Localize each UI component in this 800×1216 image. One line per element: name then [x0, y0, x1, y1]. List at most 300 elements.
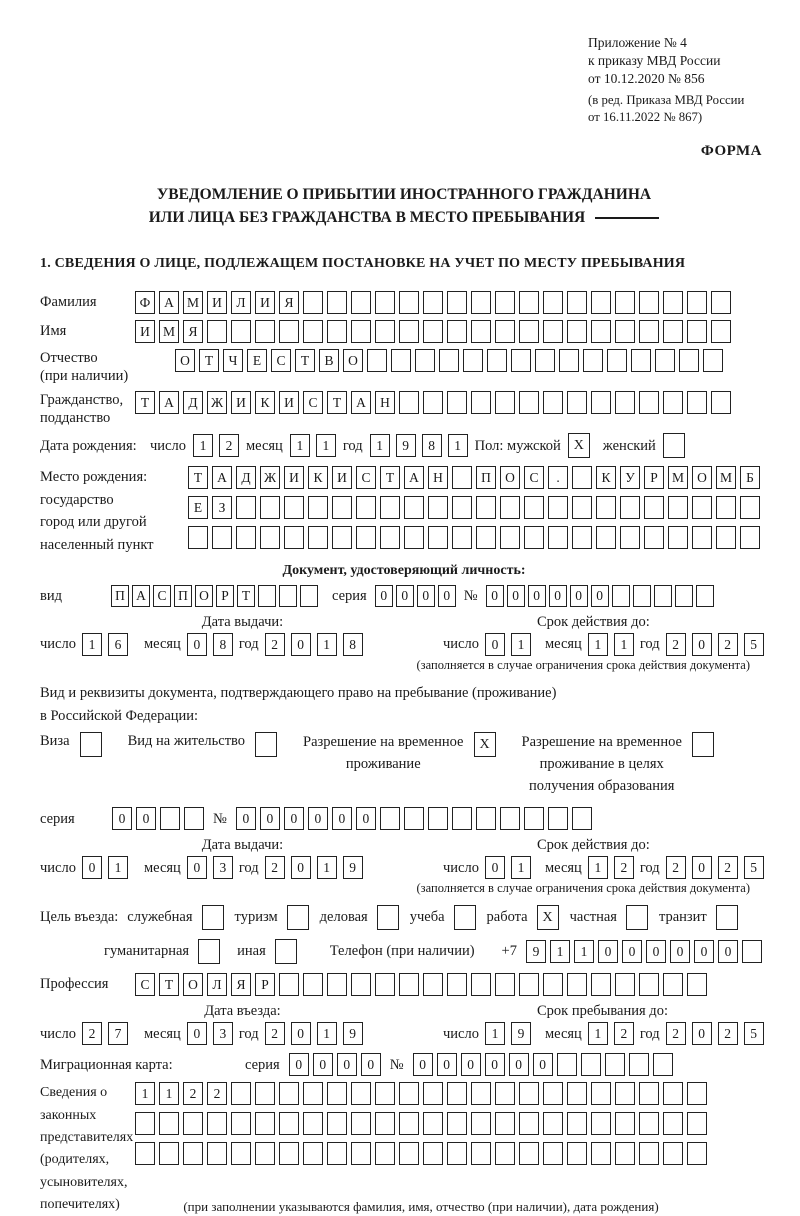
char-box[interactable]: И [284, 466, 304, 489]
char-box[interactable]: Е [188, 496, 208, 519]
char-box[interactable] [543, 320, 563, 343]
char-box[interactable] [524, 807, 544, 830]
char-box[interactable] [447, 1112, 467, 1135]
char-box[interactable] [399, 1142, 419, 1165]
char-box[interactable] [327, 320, 347, 343]
char-box[interactable] [519, 973, 539, 996]
char-box[interactable] [231, 320, 251, 343]
char-box[interactable] [428, 807, 448, 830]
checkbox-purpose-tourism[interactable] [287, 905, 309, 930]
char-box[interactable] [605, 1053, 625, 1076]
char-box[interactable]: 0 [291, 856, 311, 879]
char-box[interactable] [399, 973, 419, 996]
char-box[interactable] [463, 349, 483, 372]
char-box[interactable]: Н [428, 466, 448, 489]
char-box[interactable] [615, 973, 635, 996]
char-box[interactable]: 2 [718, 856, 738, 879]
char-box[interactable] [687, 391, 707, 414]
char-box[interactable] [679, 349, 699, 372]
char-box[interactable] [543, 1082, 563, 1105]
char-box[interactable] [327, 973, 347, 996]
char-box[interactable] [596, 496, 616, 519]
char-box[interactable]: 1 [588, 1022, 608, 1045]
char-box[interactable] [391, 349, 411, 372]
char-box[interactable]: 0 [591, 585, 609, 607]
char-box[interactable]: 0 [284, 807, 304, 830]
char-box[interactable] [380, 496, 400, 519]
char-box[interactable]: 7 [108, 1022, 128, 1045]
char-box[interactable]: 9 [343, 856, 363, 879]
char-box[interactable] [471, 973, 491, 996]
char-box[interactable]: Д [236, 466, 256, 489]
char-box[interactable]: Я [279, 291, 299, 314]
char-box[interactable] [399, 1082, 419, 1105]
char-box[interactable] [615, 1082, 635, 1105]
checkbox-temp-residence[interactable]: X [474, 732, 496, 757]
char-box[interactable] [231, 1112, 251, 1135]
char-box[interactable] [596, 526, 616, 549]
char-box[interactable] [399, 320, 419, 343]
char-box[interactable]: Я [231, 973, 251, 996]
char-box[interactable]: Ч [223, 349, 243, 372]
char-box[interactable] [591, 1142, 611, 1165]
char-box[interactable] [495, 320, 515, 343]
char-box[interactable] [476, 526, 496, 549]
char-box[interactable] [716, 526, 736, 549]
char-box[interactable] [404, 807, 424, 830]
char-box[interactable] [423, 1112, 443, 1135]
char-box[interactable]: 2 [614, 1022, 634, 1045]
char-box[interactable]: . [548, 466, 568, 489]
char-box[interactable]: Т [237, 585, 255, 607]
char-box[interactable]: М [159, 320, 179, 343]
char-box[interactable] [303, 1112, 323, 1135]
char-box[interactable]: 2 [82, 1022, 102, 1045]
char-box[interactable] [212, 526, 232, 549]
char-box[interactable]: И [255, 291, 275, 314]
char-box[interactable] [696, 585, 714, 607]
char-box[interactable] [236, 496, 256, 519]
char-box[interactable] [607, 349, 627, 372]
char-box[interactable]: 0 [337, 1053, 357, 1076]
char-box[interactable] [423, 973, 443, 996]
checkbox-purpose-private[interactable] [626, 905, 648, 930]
char-box[interactable]: 0 [417, 585, 435, 607]
char-box[interactable] [653, 1053, 673, 1076]
char-box[interactable]: 0 [646, 940, 666, 963]
char-box[interactable]: З [212, 496, 232, 519]
char-box[interactable] [367, 349, 387, 372]
char-box[interactable] [591, 973, 611, 996]
char-box[interactable]: А [159, 291, 179, 314]
char-box[interactable]: П [476, 466, 496, 489]
char-box[interactable]: Р [255, 973, 275, 996]
char-box[interactable] [471, 1142, 491, 1165]
char-box[interactable]: 2 [219, 434, 239, 457]
char-box[interactable]: О [183, 973, 203, 996]
char-box[interactable]: 2 [614, 856, 634, 879]
char-box[interactable]: Ф [135, 291, 155, 314]
char-box[interactable]: 2 [718, 633, 738, 656]
char-box[interactable] [183, 1142, 203, 1165]
char-box[interactable]: 1 [574, 940, 594, 963]
char-box[interactable]: Ж [207, 391, 227, 414]
char-box[interactable]: 1 [193, 434, 213, 457]
char-box[interactable] [581, 1053, 601, 1076]
char-box[interactable] [543, 291, 563, 314]
char-box[interactable]: 0 [308, 807, 328, 830]
char-box[interactable] [439, 349, 459, 372]
char-box[interactable]: 1 [511, 856, 531, 879]
char-box[interactable] [567, 291, 587, 314]
char-box[interactable] [500, 496, 520, 519]
char-box[interactable] [375, 1082, 395, 1105]
char-box[interactable] [711, 320, 731, 343]
char-box[interactable] [633, 585, 651, 607]
char-box[interactable] [184, 807, 204, 830]
char-box[interactable] [644, 526, 664, 549]
char-box[interactable] [543, 391, 563, 414]
char-box[interactable]: 8 [213, 633, 233, 656]
char-box[interactable] [591, 1082, 611, 1105]
char-box[interactable] [351, 1082, 371, 1105]
char-box[interactable] [351, 320, 371, 343]
char-box[interactable] [476, 807, 496, 830]
char-box[interactable]: 0 [396, 585, 414, 607]
char-box[interactable]: 1 [485, 1022, 505, 1045]
char-box[interactable]: Н [375, 391, 395, 414]
char-box[interactable] [231, 1142, 251, 1165]
char-box[interactable] [487, 349, 507, 372]
char-box[interactable] [687, 1112, 707, 1135]
char-box[interactable] [629, 1053, 649, 1076]
char-box[interactable]: 0 [289, 1053, 309, 1076]
char-box[interactable] [612, 585, 630, 607]
char-box[interactable] [668, 526, 688, 549]
char-box[interactable]: 5 [744, 1022, 764, 1045]
char-box[interactable]: Д [183, 391, 203, 414]
char-box[interactable] [183, 1112, 203, 1135]
char-box[interactable]: 0 [622, 940, 642, 963]
char-box[interactable] [519, 391, 539, 414]
char-box[interactable] [692, 526, 712, 549]
char-box[interactable] [447, 1142, 467, 1165]
char-box[interactable]: А [404, 466, 424, 489]
char-box[interactable] [300, 585, 318, 607]
checkbox-temp-residence-education[interactable] [692, 732, 714, 757]
char-box[interactable] [471, 391, 491, 414]
char-box[interactable] [639, 320, 659, 343]
char-box[interactable] [655, 349, 675, 372]
char-box[interactable] [356, 526, 376, 549]
char-box[interactable]: 0 [694, 940, 714, 963]
char-box[interactable]: К [596, 466, 616, 489]
char-box[interactable]: В [319, 349, 339, 372]
checkbox-purpose-study[interactable] [454, 905, 476, 930]
checkbox-purpose-business[interactable] [377, 905, 399, 930]
char-box[interactable] [591, 291, 611, 314]
char-box[interactable] [716, 496, 736, 519]
char-box[interactable] [500, 526, 520, 549]
char-box[interactable]: Т [159, 973, 179, 996]
char-box[interactable] [375, 973, 395, 996]
char-box[interactable]: Т [380, 466, 400, 489]
char-box[interactable] [615, 391, 635, 414]
char-box[interactable]: 2 [666, 633, 686, 656]
char-box[interactable]: 9 [343, 1022, 363, 1045]
char-box[interactable]: Т [295, 349, 315, 372]
char-box[interactable] [375, 291, 395, 314]
char-box[interactable] [687, 973, 707, 996]
char-box[interactable] [572, 807, 592, 830]
char-box[interactable] [471, 291, 491, 314]
char-box[interactable] [567, 391, 587, 414]
char-box[interactable]: С [153, 585, 171, 607]
char-box[interactable]: С [524, 466, 544, 489]
char-box[interactable] [495, 1112, 515, 1135]
char-box[interactable]: О [343, 349, 363, 372]
char-box[interactable]: К [255, 391, 275, 414]
char-box[interactable] [279, 1082, 299, 1105]
checkbox-purpose-work[interactable]: X [537, 905, 559, 930]
char-box[interactable]: О [195, 585, 213, 607]
char-box[interactable] [557, 1053, 577, 1076]
char-box[interactable] [692, 496, 712, 519]
char-box[interactable] [375, 320, 395, 343]
char-box[interactable] [303, 1142, 323, 1165]
char-box[interactable] [703, 349, 723, 372]
char-box[interactable] [471, 320, 491, 343]
char-box[interactable]: О [175, 349, 195, 372]
char-box[interactable]: 0 [485, 1053, 505, 1076]
char-box[interactable] [675, 585, 693, 607]
char-box[interactable]: Р [644, 466, 664, 489]
char-box[interactable]: 0 [718, 940, 738, 963]
char-box[interactable] [495, 1082, 515, 1105]
char-box[interactable] [332, 526, 352, 549]
char-box[interactable]: 1 [317, 633, 337, 656]
char-box[interactable] [308, 496, 328, 519]
char-box[interactable]: 0 [485, 856, 505, 879]
char-box[interactable]: 8 [343, 633, 363, 656]
char-box[interactable] [471, 1082, 491, 1105]
char-box[interactable]: 0 [507, 585, 525, 607]
char-box[interactable] [543, 1142, 563, 1165]
char-box[interactable]: 6 [108, 633, 128, 656]
char-box[interactable]: 0 [413, 1053, 433, 1076]
char-box[interactable]: 0 [260, 807, 280, 830]
char-box[interactable] [255, 1082, 275, 1105]
char-box[interactable]: 0 [461, 1053, 481, 1076]
char-box[interactable] [668, 496, 688, 519]
char-box[interactable] [615, 320, 635, 343]
char-box[interactable] [567, 973, 587, 996]
char-box[interactable] [548, 496, 568, 519]
char-box[interactable] [631, 349, 651, 372]
char-box[interactable] [332, 496, 352, 519]
char-box[interactable] [399, 1112, 419, 1135]
char-box[interactable] [572, 526, 592, 549]
char-box[interactable] [423, 391, 443, 414]
char-box[interactable]: И [279, 391, 299, 414]
char-box[interactable] [308, 526, 328, 549]
char-box[interactable]: 1 [159, 1082, 179, 1105]
char-box[interactable] [351, 291, 371, 314]
char-box[interactable] [135, 1112, 155, 1135]
char-box[interactable] [740, 496, 760, 519]
char-box[interactable]: 0 [236, 807, 256, 830]
checkbox-purpose-other[interactable] [275, 939, 297, 964]
char-box[interactable] [500, 807, 520, 830]
checkbox-purpose-official[interactable] [202, 905, 224, 930]
char-box[interactable] [519, 1082, 539, 1105]
char-box[interactable]: 0 [361, 1053, 381, 1076]
checkbox-purpose-humanitarian[interactable] [198, 939, 220, 964]
char-box[interactable] [687, 291, 707, 314]
char-box[interactable]: М [183, 291, 203, 314]
char-box[interactable] [620, 496, 640, 519]
char-box[interactable] [711, 391, 731, 414]
char-box[interactable]: Б [740, 466, 760, 489]
char-box[interactable] [159, 1142, 179, 1165]
char-box[interactable] [159, 1112, 179, 1135]
char-box[interactable] [375, 1112, 395, 1135]
char-box[interactable] [591, 320, 611, 343]
char-box[interactable] [255, 1112, 275, 1135]
char-box[interactable]: П [111, 585, 129, 607]
char-box[interactable] [236, 526, 256, 549]
char-box[interactable] [452, 807, 472, 830]
char-box[interactable] [663, 1112, 683, 1135]
char-box[interactable]: О [500, 466, 520, 489]
char-box[interactable]: Р [216, 585, 234, 607]
char-box[interactable] [284, 526, 304, 549]
char-box[interactable] [415, 349, 435, 372]
char-box[interactable]: Т [188, 466, 208, 489]
char-box[interactable] [663, 391, 683, 414]
char-box[interactable]: 2 [183, 1082, 203, 1105]
char-box[interactable] [399, 391, 419, 414]
char-box[interactable] [279, 973, 299, 996]
char-box[interactable]: 1 [317, 1022, 337, 1045]
char-box[interactable]: Я [183, 320, 203, 343]
char-box[interactable]: 0 [187, 1022, 207, 1045]
char-box[interactable]: П [174, 585, 192, 607]
char-box[interactable] [711, 291, 731, 314]
char-box[interactable] [639, 1112, 659, 1135]
char-box[interactable] [428, 496, 448, 519]
char-box[interactable] [663, 291, 683, 314]
char-box[interactable]: 0 [187, 633, 207, 656]
char-box[interactable]: А [212, 466, 232, 489]
char-box[interactable]: 9 [511, 1022, 531, 1045]
char-box[interactable]: 1 [135, 1082, 155, 1105]
char-box[interactable]: К [308, 466, 328, 489]
char-box[interactable] [447, 391, 467, 414]
char-box[interactable]: 0 [291, 633, 311, 656]
char-box[interactable] [654, 585, 672, 607]
char-box[interactable]: 1 [588, 856, 608, 879]
checkbox-gender-female[interactable] [663, 433, 685, 458]
char-box[interactable] [495, 973, 515, 996]
char-box[interactable] [543, 973, 563, 996]
char-box[interactable]: 2 [265, 1022, 285, 1045]
char-box[interactable] [207, 320, 227, 343]
char-box[interactable] [327, 1082, 347, 1105]
char-box[interactable]: 5 [744, 856, 764, 879]
char-box[interactable] [428, 526, 448, 549]
char-box[interactable] [476, 496, 496, 519]
char-box[interactable] [255, 320, 275, 343]
char-box[interactable]: И [207, 291, 227, 314]
char-box[interactable] [663, 973, 683, 996]
char-box[interactable] [399, 291, 419, 314]
char-box[interactable] [639, 1082, 659, 1105]
char-box[interactable] [188, 526, 208, 549]
char-box[interactable]: С [356, 466, 376, 489]
char-box[interactable]: 9 [526, 940, 546, 963]
char-box[interactable] [260, 496, 280, 519]
char-box[interactable]: 0 [313, 1053, 333, 1076]
char-box[interactable] [567, 320, 587, 343]
char-box[interactable] [255, 1142, 275, 1165]
char-box[interactable]: С [303, 391, 323, 414]
char-box[interactable] [160, 807, 180, 830]
char-box[interactable] [351, 973, 371, 996]
char-box[interactable] [303, 973, 323, 996]
char-box[interactable]: А [159, 391, 179, 414]
char-box[interactable]: 1 [317, 856, 337, 879]
char-box[interactable] [356, 496, 376, 519]
char-box[interactable]: Л [207, 973, 227, 996]
char-box[interactable] [380, 807, 400, 830]
char-box[interactable]: И [231, 391, 251, 414]
char-box[interactable] [495, 391, 515, 414]
char-box[interactable]: 2 [718, 1022, 738, 1045]
char-box[interactable]: 0 [82, 856, 102, 879]
char-box[interactable] [135, 1142, 155, 1165]
char-box[interactable]: Е [247, 349, 267, 372]
char-box[interactable] [279, 1142, 299, 1165]
char-box[interactable]: 0 [533, 1053, 553, 1076]
char-box[interactable] [327, 1112, 347, 1135]
char-box[interactable] [591, 391, 611, 414]
char-box[interactable]: 0 [692, 856, 712, 879]
char-box[interactable]: 2 [265, 856, 285, 879]
char-box[interactable]: 2 [666, 1022, 686, 1045]
char-box[interactable] [447, 320, 467, 343]
char-box[interactable]: Т [199, 349, 219, 372]
char-box[interactable] [471, 1112, 491, 1135]
char-box[interactable] [572, 466, 592, 489]
char-box[interactable] [559, 349, 579, 372]
char-box[interactable] [495, 1142, 515, 1165]
char-box[interactable]: 2 [265, 633, 285, 656]
char-box[interactable] [404, 496, 424, 519]
char-box[interactable] [495, 291, 515, 314]
char-box[interactable] [452, 466, 472, 489]
char-box[interactable] [303, 1082, 323, 1105]
char-box[interactable]: 3 [213, 856, 233, 879]
char-box[interactable]: 0 [485, 633, 505, 656]
char-box[interactable] [423, 291, 443, 314]
char-box[interactable] [351, 1142, 371, 1165]
char-box[interactable]: 1 [316, 434, 336, 457]
char-box[interactable] [535, 349, 555, 372]
char-box[interactable] [303, 291, 323, 314]
char-box[interactable]: 0 [486, 585, 504, 607]
char-box[interactable]: 0 [332, 807, 352, 830]
